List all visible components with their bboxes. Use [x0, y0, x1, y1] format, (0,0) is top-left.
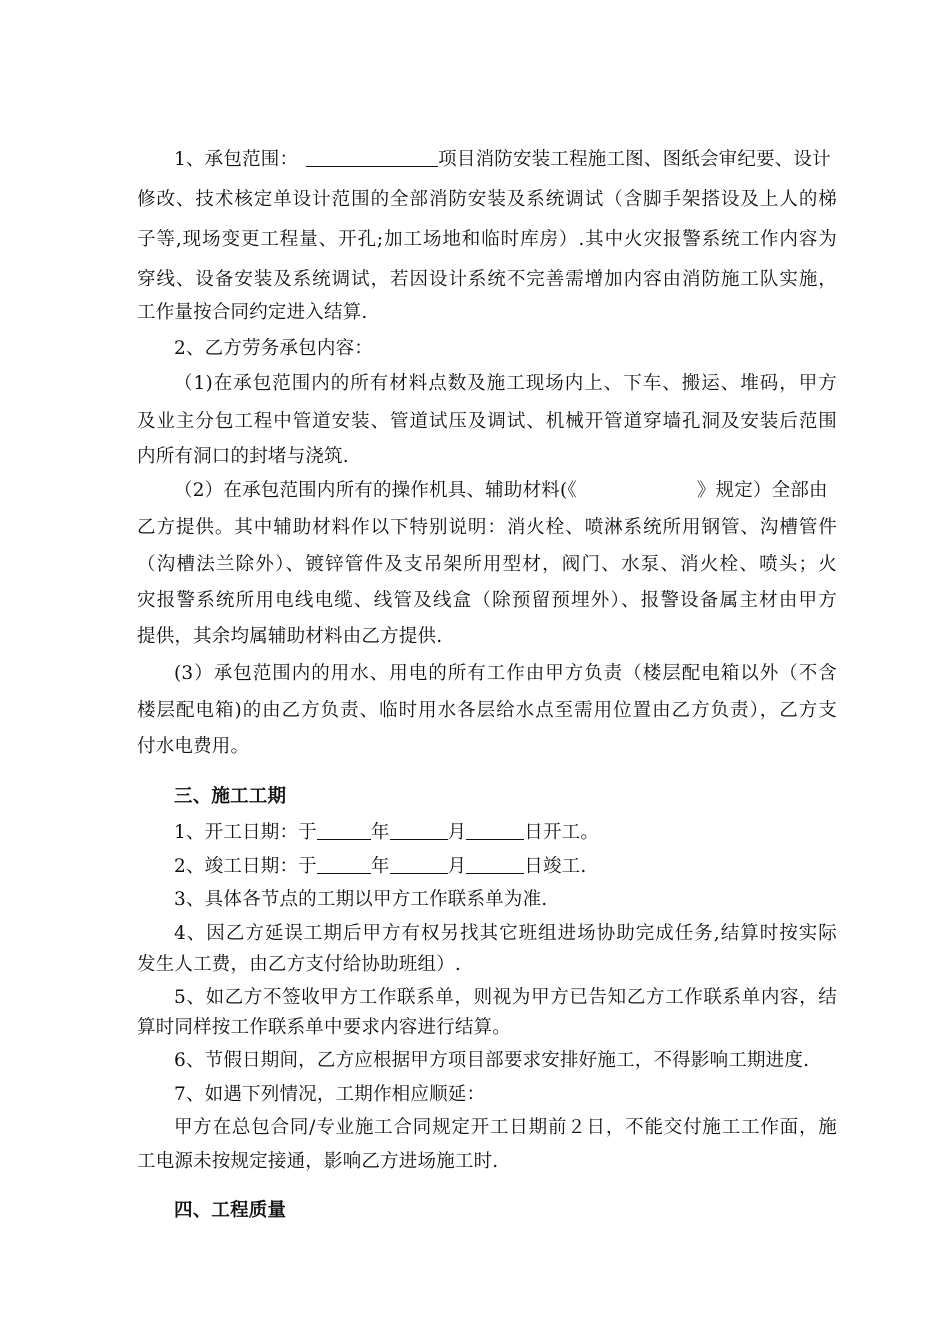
start-month-unit: 月	[447, 822, 467, 843]
clause1-line-5: 工作量按合同约定进入结算.	[137, 302, 368, 323]
section3-item4-line-1: 4、因乙方延误工期后甲方有权另找其它班组进场协助完成任务,结算时按实际	[174, 923, 837, 944]
section3-item7-detail-line-1: 甲方在总包合同/专业施工合同规定开工日期前２日，不能交付施工工作面，施	[174, 1117, 837, 1138]
clause2-item1-line-3: 内所有洞口的封堵与浇筑.	[137, 446, 349, 467]
start-date-label: 1、开工日期：于	[174, 822, 317, 843]
section3-item3: 3、具体各节点的工期以甲方工作联系单为准.	[174, 889, 548, 910]
section3-heading: 三、施工工期	[174, 786, 287, 807]
section3-item5-line-2: 算时同样按工作联系单中要求内容进行结算。	[137, 1017, 512, 1038]
clause2-title: 2、乙方劳务承包内容：	[174, 338, 373, 359]
section3-item7-detail-line-2: 工电源未按规定接通，影响乙方进场施工时.	[137, 1151, 499, 1172]
clause2-item2-line-3: （沟槽法兰除外）、镀锌管件及支吊架所用型材，阀门、水泵、消火栓、喷头；火	[137, 554, 837, 575]
start-year-blank	[317, 821, 371, 840]
section3-item4-line-2: 发生人工费，由乙方支付给协助班组）.	[137, 954, 461, 975]
clause2-item2-line-1	[174, 479, 828, 503]
end-date-label: 2、竣工日期：于	[174, 856, 317, 877]
end-day-unit: 日竣工.	[524, 856, 587, 877]
start-year-unit: 年	[370, 822, 390, 843]
clause2-item3-line-1: (3）承包范围内的用水、用电的所有工作由甲方负责（楼层配电箱以外（不含	[174, 663, 837, 684]
clause1-suffix: 项目消防安装工程施工图、图纸会审纪要、设计	[438, 149, 831, 170]
start-month-blank	[390, 821, 448, 840]
end-month-blank	[390, 855, 448, 874]
clause2-item1-line-1: （1)在承包范围内的所有材料点数及施工现场内上、下车、搬运、堆码，甲方	[174, 373, 837, 394]
end-year-blank	[317, 855, 371, 874]
section4-heading: 四、工程质量	[174, 1200, 287, 1221]
end-month-unit: 月	[447, 856, 467, 877]
clause1-line-1	[174, 148, 831, 172]
clause1-line-3: 子等,现场变更工程量、开孔;加工场地和临时库房）.其中火灾报警系统工作内容为	[137, 229, 837, 250]
clause2-item3-line-3: 付水电费用。	[137, 736, 250, 757]
clause2-item2-line-2: 乙方提供。其中辅助材料作以下特别说明：消火栓、喷淋系统所用钢管、沟槽管件	[137, 517, 837, 538]
start-date-line	[174, 821, 599, 845]
clause2-item2-line-4: 灾报警系统所用电线电缆、线管及线盒（除预留预埋外）、报警设备属主材由甲方	[137, 590, 837, 611]
clause2-item1-line-2: 及业主分包工程中管道安装、管道试压及调试、机械开管道穿墙孔洞及安装后范围	[137, 411, 837, 432]
end-year-unit: 年	[370, 856, 390, 877]
section3-item5-line-1: 5、如乙方不签收甲方工作联系单，则视为甲方已告知乙方工作联系单内容，结	[174, 987, 837, 1008]
clause2-item2-part-a: （2）在承包范围内所有的操作机具、辅助材料(《	[174, 480, 577, 501]
clause1-line-2: 修改、技术核定单设计范围的全部消防安装及系统调试（含脚手架搭设及上人的梯	[137, 189, 837, 210]
end-day-blank	[466, 855, 524, 874]
clause1-prefix: 1、承包范围：	[174, 149, 299, 170]
start-day-unit: 日开工。	[524, 822, 600, 843]
section3-item7: 7、如遇下列情况，工期作相应顺延：	[174, 1084, 486, 1105]
project-name-blank	[306, 148, 438, 167]
clause2-item2-line-5: 提供，其余均属辅助材料由乙方提供.	[137, 626, 443, 647]
end-date-line	[174, 855, 586, 879]
clause1-line-4: 穿线、设备安装及系统调试，若因设计系统不完善需增加内容由消防施工队实施，	[137, 269, 837, 290]
section3-item6: 6、节假日期间，乙方应根据甲方项目部要求安排好施工，不得影响工期进度.	[174, 1050, 810, 1071]
clause2-item2-part-b: 》规定）全部由	[696, 480, 828, 501]
start-day-blank	[466, 821, 524, 840]
clause2-item3-line-2: 楼层配电箱)的由乙方负责、临时用水各层给水点至需用位置由乙方负责），乙方支	[137, 700, 837, 721]
